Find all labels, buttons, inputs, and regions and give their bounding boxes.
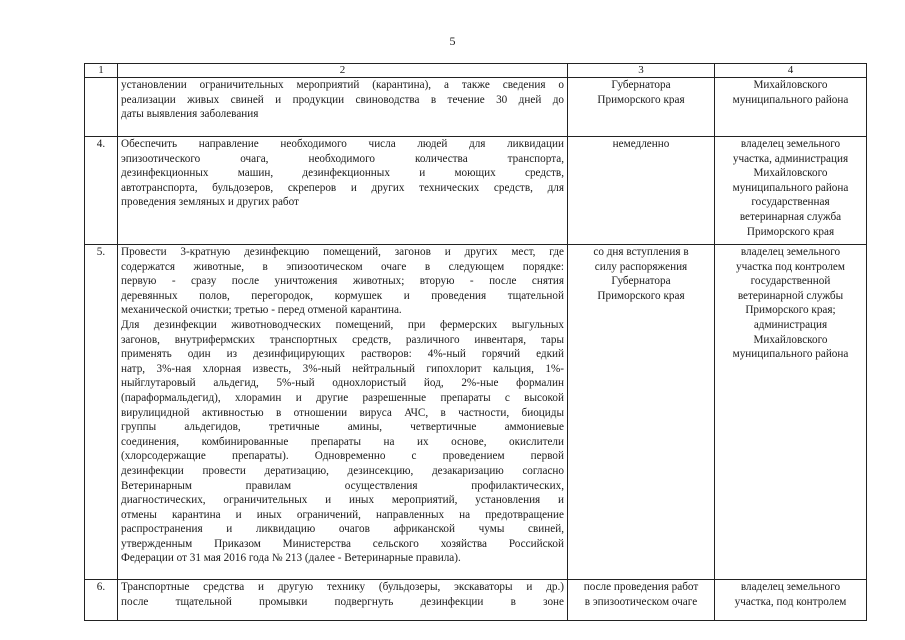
- text-line: первую - сразу после уничтожения животных; вторую - после снятия: [121, 275, 564, 288]
- term-line: силу распоряжения: [594, 260, 688, 273]
- table-header-row: [85, 64, 867, 78]
- text-line: Федерации от 31 мая 2016 года № 213 (далее - Ветеринарные правила).: [121, 552, 461, 565]
- text-line: распространения и ликвидацию очагов африканской чумы свиней,: [121, 523, 564, 536]
- text-line: (хлорсодержащие препараты). Одновременно с проведением первой: [121, 450, 564, 463]
- header-cell-3: 3: [568, 64, 715, 78]
- responsible-line: государственная: [751, 196, 830, 209]
- responsible-line: участка под контролем: [736, 260, 845, 273]
- text-line: соединения, комбинированные препараты на их основе, окислители: [121, 435, 564, 448]
- text-line: механической очистки; третью - перед отменой карантина.: [121, 304, 402, 317]
- text-line: Обеспечить направление необходимого числа людей для ликвидации: [121, 138, 564, 150]
- responsible-line: Приморского края: [746, 225, 835, 238]
- responsible-line: ветеринарная служба: [739, 210, 842, 223]
- table-row: [85, 137, 867, 245]
- responsible-line: ветеринарной службы: [737, 289, 844, 302]
- term-line: со дня вступления в: [593, 246, 689, 258]
- text-line: установлении ограничительных мероприятий (карантина), а также сведения о: [121, 79, 564, 91]
- text-line: Провести 3-кратную дезинфекцию помещений, загонов и других мест, где: [121, 246, 564, 258]
- text-line: диагностических, ограничительных и иных мероприятий, установления и: [121, 494, 564, 507]
- term-line: в эпизоотическом очаге: [584, 595, 698, 608]
- responsible-line: государственной: [750, 275, 831, 288]
- term-cell: [568, 137, 715, 245]
- header-cell-4: 4: [715, 64, 867, 78]
- term-line: Приморского края: [597, 93, 685, 106]
- text-line: группы альдегидов, третичные амины, четвертичные аммониевые: [121, 421, 564, 434]
- text-line: деревянных полов, перегородок, кормушек и проведения тщательной: [121, 289, 564, 302]
- row-number: [85, 78, 118, 137]
- text-line: после тщательной промывки подвергнуть дезинфекции в зоне: [121, 595, 564, 608]
- responsible-line: Михайловского: [753, 167, 828, 180]
- term-line: Губернатора: [611, 275, 671, 288]
- text-line: реализации живых свиней и продукции свиноводства в течение 30 дней до: [121, 93, 564, 106]
- action-text: [118, 245, 568, 580]
- text-line: даты выявления заболевания: [121, 108, 259, 121]
- text-line: ныйглутаровый альдегид, 5%-ный однохлористый йод, 2%-ные формалин: [121, 377, 564, 390]
- term-line: Губернатора: [611, 79, 671, 91]
- responsible-line: Михайловского: [753, 333, 828, 346]
- term-line: Приморского края: [597, 289, 685, 302]
- responsible-line: участка, под контролем: [734, 595, 847, 608]
- measures-table: [84, 63, 867, 621]
- table-row: [85, 580, 867, 621]
- table-row: [85, 78, 867, 137]
- responsible-line: Михайловского: [753, 79, 828, 91]
- text-line: Транспортные средства и другую технику (бульдозеры, экскаваторы и др.): [121, 581, 564, 593]
- responsible-line: владелец земельного: [740, 138, 841, 150]
- action-text: [118, 137, 568, 245]
- text-line: отмены карантина и иных ограничений, направленных на предотвращение: [121, 508, 564, 521]
- text-line: проведения земляных и других работ: [121, 196, 299, 209]
- page-number: 5: [449, 34, 456, 48]
- action-text: [118, 580, 568, 621]
- responsible-line: участка, администрация: [732, 152, 849, 165]
- text-line: натр, 3%-ная хлорная известь, 3%-ный нейтральный гипохлорит кальция, 1%-: [121, 362, 564, 375]
- responsible-cell: [715, 137, 867, 245]
- row-number: 4.: [85, 137, 118, 245]
- term-cell: [568, 245, 715, 580]
- table-row: [85, 245, 867, 580]
- term-line: немедленно: [612, 138, 670, 150]
- responsible-line: муниципального района: [732, 348, 849, 361]
- responsible-line: муниципального района: [732, 181, 849, 194]
- text-line: утвержденным Приказом Министерства сельского хозяйства Российской: [121, 537, 564, 550]
- term-cell: [568, 78, 715, 137]
- row-number: 6.: [85, 580, 118, 621]
- text-line: автотранспорта, бульдозеров, скреперов и других технических средств, для: [121, 181, 564, 194]
- text-line: содержатся животные, в эпизоотическом очаге в следующем порядке:: [121, 260, 564, 273]
- text-line: Для дезинфекции животноводческих помещений, при фермерских выгульных: [121, 318, 564, 331]
- text-line: (параформальдегид), хлорамин и другие разрешенные препараты с высокой: [121, 391, 564, 404]
- responsible-line: муниципального района: [732, 93, 849, 106]
- term-line: после проведения работ: [583, 581, 699, 593]
- text-line: Ветеринарным правилам осуществления профилактических,: [121, 479, 564, 492]
- term-cell: [568, 580, 715, 621]
- text-line: применять один из дезинфицирующих растворов: 4%-ный горячий едкий: [121, 348, 564, 361]
- text-line: эпизоотического очага, необходимого количества транспорта,: [121, 152, 564, 165]
- text-line: дезинфекции провести дератизацию, дезинсекцию, дезакаризацию согласно: [121, 464, 564, 477]
- responsible-cell: [715, 78, 867, 137]
- text-line: загонов, внутрифермских транспортных средств, различного инвентаря, тары: [121, 333, 564, 346]
- header-cell-1: 1: [85, 64, 118, 78]
- text-line: дезинфекционных машин, дезинфекционных и моющих средств,: [121, 167, 564, 180]
- text-line: вирулицидной активностью в отношении вируса АЧС, в частности, биоциды: [121, 406, 564, 419]
- action-text: [118, 78, 568, 137]
- responsible-line: владелец земельного: [740, 246, 841, 258]
- responsible-line: владелец земельного: [740, 581, 841, 593]
- responsible-line: Приморского края;: [745, 304, 836, 317]
- header-cell-2: 2: [118, 64, 568, 78]
- responsible-cell: [715, 245, 867, 580]
- responsible-line: администрация: [753, 318, 828, 331]
- row-number: 5.: [85, 245, 118, 580]
- responsible-cell: [715, 580, 867, 621]
